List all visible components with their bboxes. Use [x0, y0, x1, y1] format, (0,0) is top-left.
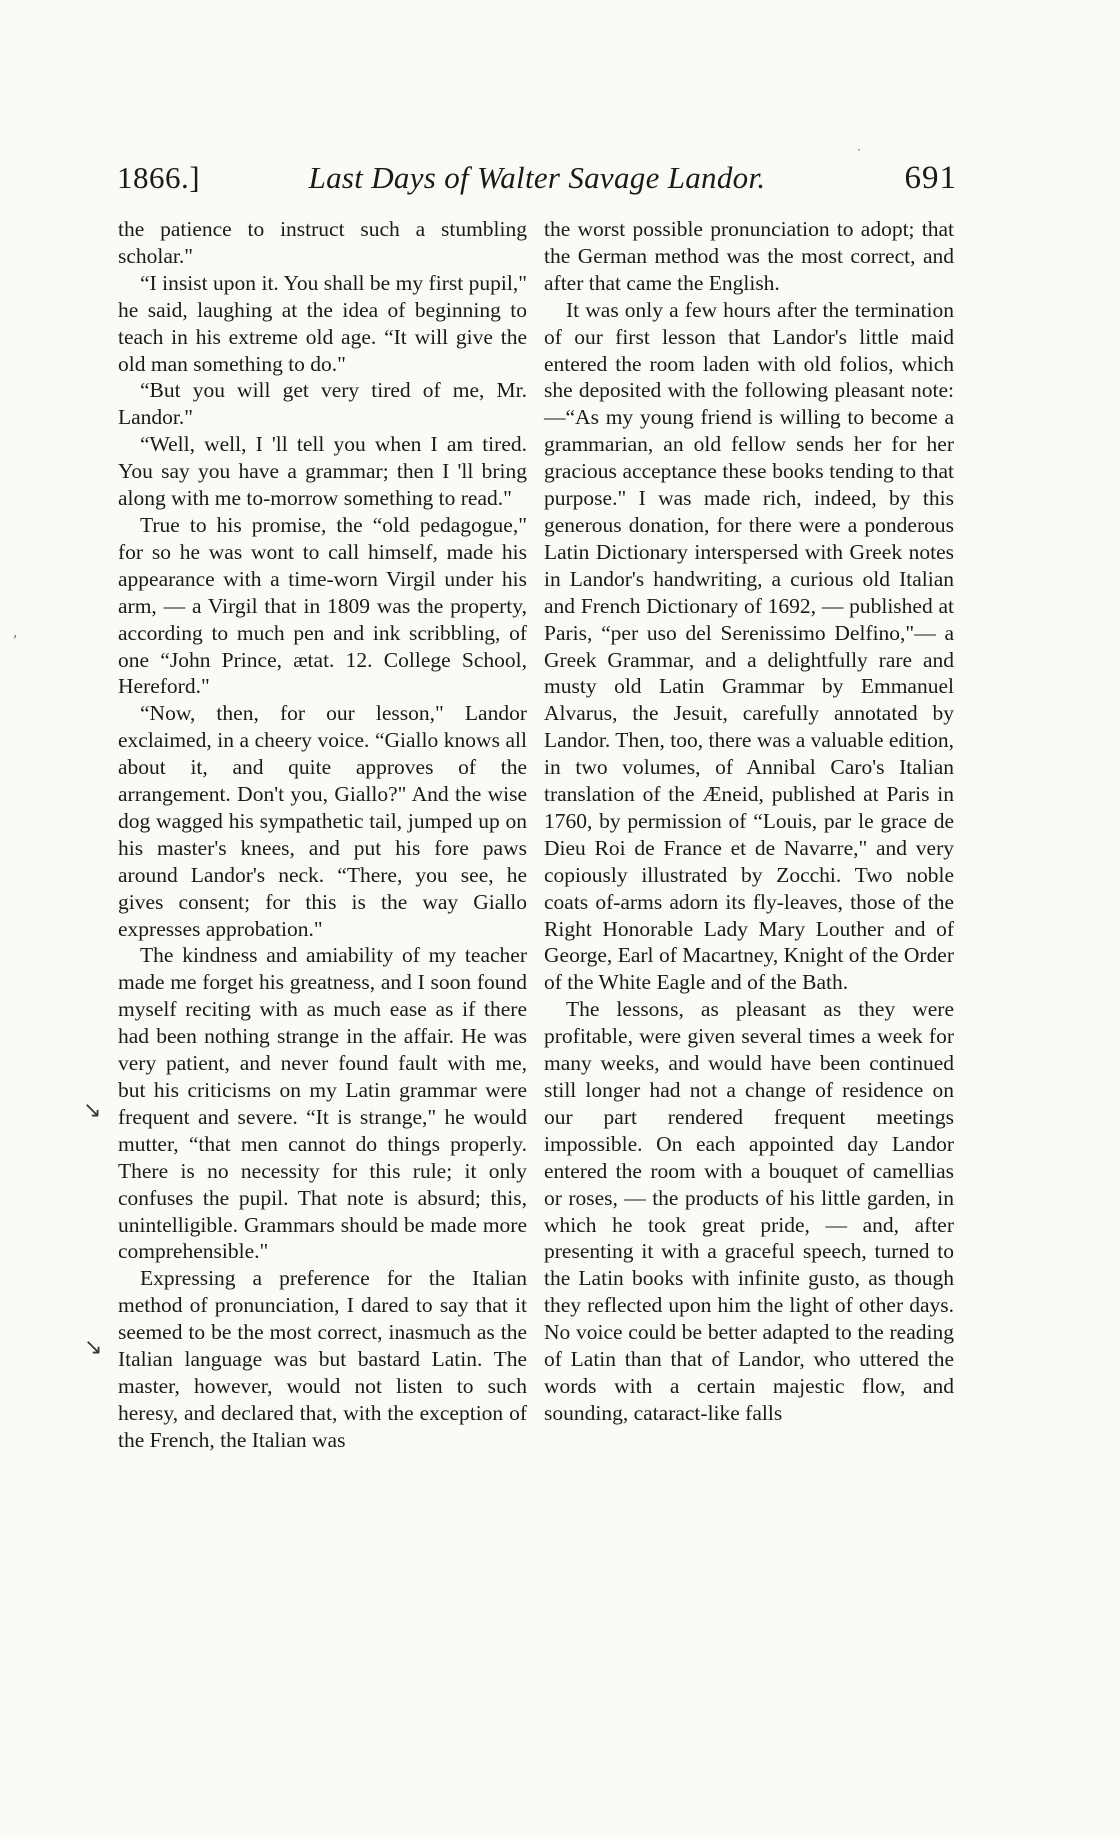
- running-head: [117, 150, 957, 206]
- page-number: 691: [904, 160, 957, 196]
- margin-pencil-mark: ↘: [83, 1098, 102, 1123]
- paragraph: “But you will get very tired of me, Mr. Landor.": [118, 378, 527, 430]
- paragraph: the patience to instruct such a stumbling scholar.": [118, 217, 527, 268]
- paragraph: “I insist upon it. You shall be my first pupil," he said, laughing at the idea of beginning to teach in his extreme old age. “It will give the old man something to do.": [118, 270, 527, 376]
- left-column: [118, 216, 527, 1454]
- paragraph: the worst possible pronunciation to adopt; that the German method was the most correct, and after that came the English.: [544, 217, 954, 295]
- right-column: [544, 216, 954, 1427]
- paragraph: “Well, well, I 'll tell you when I am tired. You say you have a grammar; then I 'll bring along with me to-morrow something to read.": [118, 432, 527, 511]
- paragraph: Expressing a preference for the Italian method of pronunciation, I dared to say that it seemed to be the most correct, inasmuch as the Italian language was but bastard Latin. The master, however, would not listen to such heresy, and declared that, with the exception of the French, the Italian was: [118, 1266, 527, 1452]
- paragraph: The lessons, as pleasant as they were profitable, were given several times a week for many weeks, and would have been continued still longer had not a change of residence on our part rendered frequent meetings impossible. On each appointed day Landor entered the room with a bouquet of camellias or roses, — the products of his little garden, in which he took great pride, — and, after presenting it with a graceful speech, turned to the Latin books with infinite gusto, as though they reflected upon him the light of other days. No voice could be better adapted to the reading of Latin than that of Landor, who uttered the words with a certain majestic flow, and sounding, cataract-like falls: [544, 997, 954, 1425]
- paragraph: “Now, then, for our lesson," Landor exclaimed, in a cheery voice. “Giallo knows all about it, and quite approves of the arrangement. Don't you, Giallo?" And the wise dog wagged his sympathetic tail, jumped up on his master's knees, and put his fore paws around Landor's neck. “There, you see, he gives consent; for this is the way Giallo expresses approbation.": [118, 701, 527, 941]
- paragraph: True to his promise, the “old pedagogue," for so he was wont to call himself, made his appearance with a time-worn Virgil under his arm, — a Virgil that in 1809 was the property, according to much pen and ink scribbling, of one “John Prince, ætat. 12. College School, Hereford.": [118, 512, 527, 699]
- header-title: Last Days of Walter Savage Landor.: [308, 160, 766, 195]
- margin-speck: ,: [13, 625, 18, 641]
- margin-pencil-mark: ↘: [84, 1335, 103, 1360]
- margin-speck: ·: [857, 143, 861, 157]
- header-year: 1866.]: [117, 160, 201, 195]
- paragraph: It was only a few hours after the termination of our first lesson that Landor's little maid entered the room laden with old folios, which she deposited with the following pleasant note:—“As my young friend is willing to become a grammarian, an old fellow sends her for her gracious acceptance these books tending to that purpose." I was made rich, indeed, by this generous donation, for there were a ponderous Latin Dictionary interspersed with Greek notes in Landor's handwriting, a curious old Italian and French Dictionary of 1692, — published at Paris, “per uso del Serenissimo Delfino,"— a Greek Grammar, and a delightfully rare and musty old Latin Grammar by Emmanuel Alvarus, the Jesuit, carefully annotated by Landor. Then, too, there was a valuable edition, in two volumes, of Annibal Caro's Italian translation of the Æneid, published at Paris in 1760, by permission of “Louis, par le grace de Dieu Roi de France et de Navarre," and very copiously illustrated by Zocchi. Two noble coats of-arms adorn its fly-leaves, those of the Right Honorable Lady Mary Louther and of George, Earl of Macartney, Knight of the Order of the White Eagle and of the Bath.: [544, 297, 954, 995]
- paragraph: The kindness and amiability of my teacher made me forget his greatness, and I soon found myself reciting with as much ease as if there had been nothing strange in the affair. He was very patient, and never found fault with me, but his criticisms on my Latin grammar were frequent and severe. “It is strange," he would mutter, “that men cannot do things properly. There is no necessity for this rule; it only confuses the pupil. That note is absurd; this, unintelligible. Grammars should be made more comprehensible.": [118, 943, 527, 1264]
